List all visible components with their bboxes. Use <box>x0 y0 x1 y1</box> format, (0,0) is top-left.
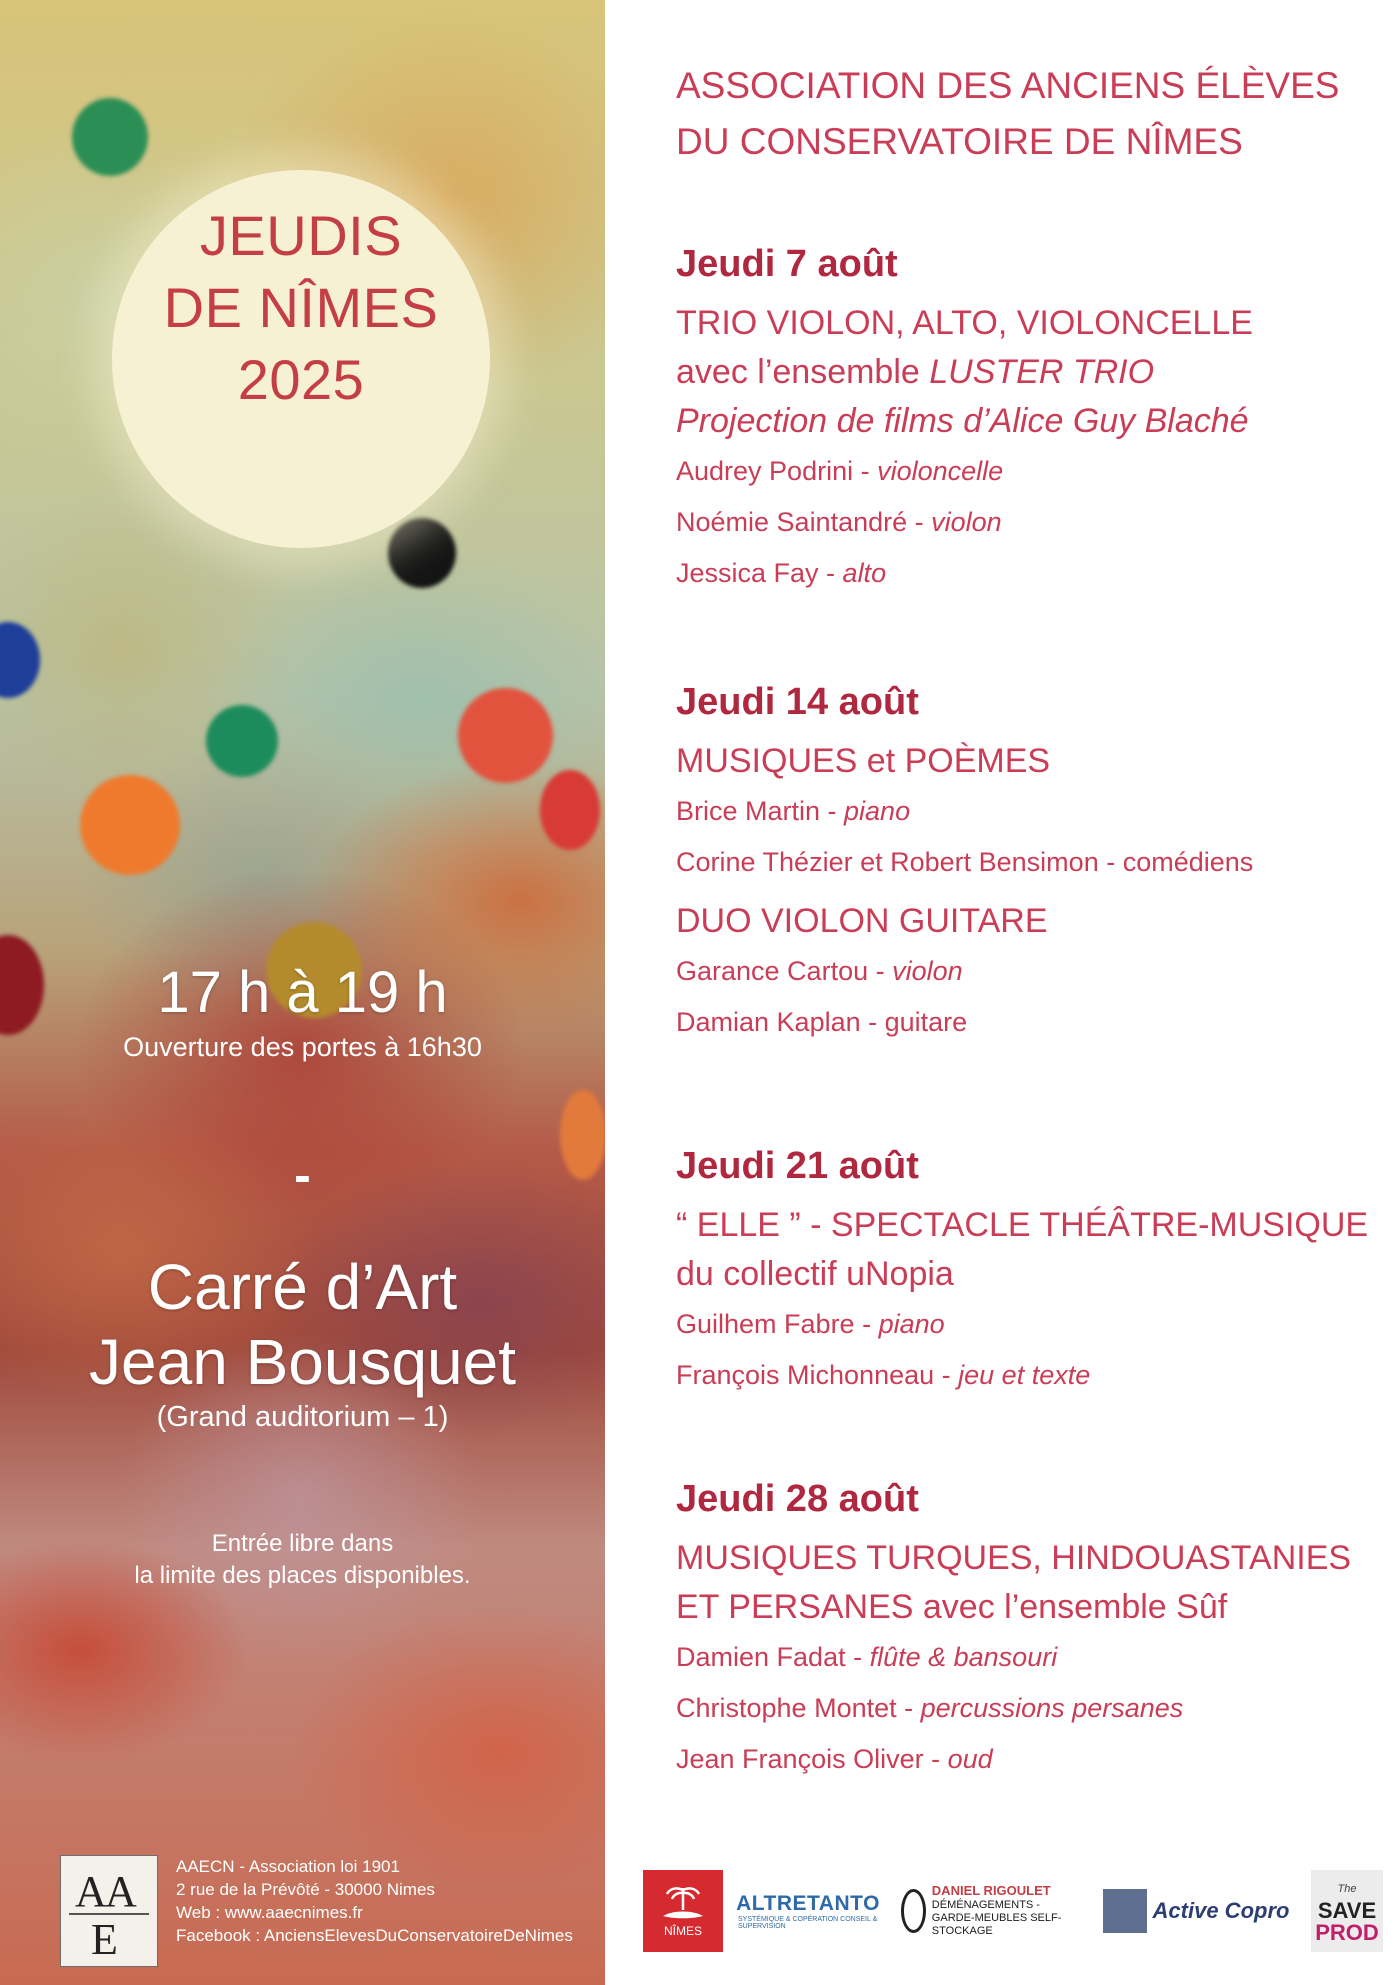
altretanto-tagline: SYSTÉMIQUE & COPÉRATION CONSEIL & SUPERVISION <box>738 1916 878 1930</box>
paint-blob-teal <box>206 705 278 777</box>
altretanto-name: ALTRETANTO <box>736 1892 880 1915</box>
association-contact <box>176 1855 596 1947</box>
altretanto-logo <box>738 1870 878 1952</box>
paint-blob-red-2 <box>540 770 600 850</box>
performer: François Michonneau - jeu et texte <box>676 1360 1091 1390</box>
performer: Jean François Oliver - oud <box>676 1744 993 1774</box>
logo-letter-1: A <box>75 1867 107 1916</box>
performer: Audrey Podrini - violoncelle <box>676 456 1004 486</box>
program-collective: du collectif uNopia <box>676 1255 954 1293</box>
assoc-address: 2 rue de la Prévôté - 30000 Nimes <box>176 1880 435 1899</box>
activecopro-name: Active Copro <box>1152 1898 1290 1923</box>
venue-line-2: Jean Bousquet <box>89 1326 516 1398</box>
program-title: TRIO VIOLON, ALTO, VIOLONCELLE <box>676 304 1253 342</box>
entry-line-2: la limite des places disponibles. <box>134 1562 471 1589</box>
program-title: “ ELLE ” - SPECTACLE THÉÂTRE-MUSIQUE <box>676 1206 1369 1244</box>
paint-blob-orange <box>80 775 180 875</box>
performer: Noémie Saintandré - violon <box>676 507 1002 537</box>
entry-line-1: Entrée libre dans <box>211 1530 394 1557</box>
event-date: Jeudi 7 août <box>676 243 898 285</box>
venue-line-1: Carré d’Art <box>147 1251 458 1323</box>
saveprod-logo: The SAVE PROD <box>1311 1870 1383 1952</box>
sponsor-logos <box>643 1870 1388 1952</box>
program-title-2: DUO VIOLON GUITARE <box>676 902 1048 940</box>
performer: Damian Kaplan - guitare <box>676 1007 968 1037</box>
title-line-3: 2025 <box>237 348 365 411</box>
doors-opening: Ouverture des portes à 16h30 <box>123 1032 482 1062</box>
event-date: Jeudi 14 août <box>676 681 919 723</box>
logo-letter-3: E <box>91 1915 118 1964</box>
building-icon <box>1103 1889 1147 1933</box>
crocodile-palm-icon <box>659 1884 707 1924</box>
assoc-website[interactable]: Web : www.aaecnimes.fr <box>176 1903 363 1922</box>
org-line-1: ASSOCIATION DES ANCIENS ÉLÈVES <box>676 65 1340 106</box>
nimes-logo <box>643 1870 723 1952</box>
performer: Garance Cartou - violon <box>676 956 963 986</box>
artwork-panel <box>0 0 605 1985</box>
paint-blob-black <box>388 518 456 588</box>
performer: Brice Martin - piano <box>676 796 911 826</box>
performer: Damien Fadat - flûte & bansouri <box>676 1642 1058 1672</box>
org-line-2: DU CONSERVATOIRE DE NÎMES <box>676 121 1243 162</box>
separator: - <box>294 1147 311 1203</box>
program-ensemble: avec l’ensemble LUSTER TRIO <box>676 353 1155 391</box>
activecopro-logo <box>1091 1870 1301 1952</box>
rigoulet-text: DANIEL RIGOULET DÉMÉNAGEMENTS - GARDE-MEUBLES SELF-STOCKAGE <box>931 1883 1062 1937</box>
paint-blob-blue <box>0 622 40 698</box>
association-logo <box>60 1855 158 1967</box>
assoc-legal: AAECN - Association loi 1901 <box>176 1857 400 1876</box>
event-date: Jeudi 28 août <box>676 1478 919 1520</box>
program-title: MUSIQUES TURQUES, HINDOUASTANIES <box>676 1539 1352 1577</box>
performer: Guilhem Fabre - piano <box>676 1309 945 1339</box>
aae-monogram-icon <box>61 1856 157 1966</box>
performer: Corine Thézier et Robert Bensimon - comédiens <box>676 847 1254 877</box>
assoc-facebook[interactable]: Facebook : AnciensElevesDuConservatoireDeNimes <box>176 1926 573 1945</box>
title-line-2: DE NÎMES <box>163 276 439 339</box>
event-aug-21 <box>676 1142 1376 1401</box>
event-aug-28 <box>676 1475 1376 1785</box>
paint-blob-red <box>458 688 553 783</box>
event-time: 17 h à 19 h <box>157 960 448 1025</box>
performer: Jessica Fay - alto <box>676 558 887 588</box>
program-title: MUSIQUES et POÈMES <box>676 742 1051 780</box>
venue-name <box>0 1250 605 1400</box>
organisation-name <box>676 58 1376 170</box>
entry-info <box>0 1528 605 1592</box>
paint-blob-green <box>72 98 148 176</box>
title-line-1: JEUDIS <box>199 204 403 267</box>
rigoulet-logo <box>901 1870 1081 1952</box>
event-aug-14 <box>676 678 1376 1048</box>
venue-room: (Grand auditorium – 1) <box>156 1401 449 1433</box>
logo-letter-2: A <box>105 1867 137 1916</box>
performer: Christophe Montet - percussions persanes <box>676 1693 1184 1723</box>
program-projection: Projection de films d’Alice Guy Blaché <box>676 402 1249 440</box>
nimes-label: NÎMES <box>663 1924 702 1938</box>
rigoulet-mark-icon <box>901 1889 926 1933</box>
program-ensemble: ET PERSANES avec l’ensemble Sûf <box>676 1588 1228 1626</box>
event-title <box>112 200 490 416</box>
event-aug-7 <box>676 240 1376 599</box>
event-date: Jeudi 21 août <box>676 1145 919 1187</box>
